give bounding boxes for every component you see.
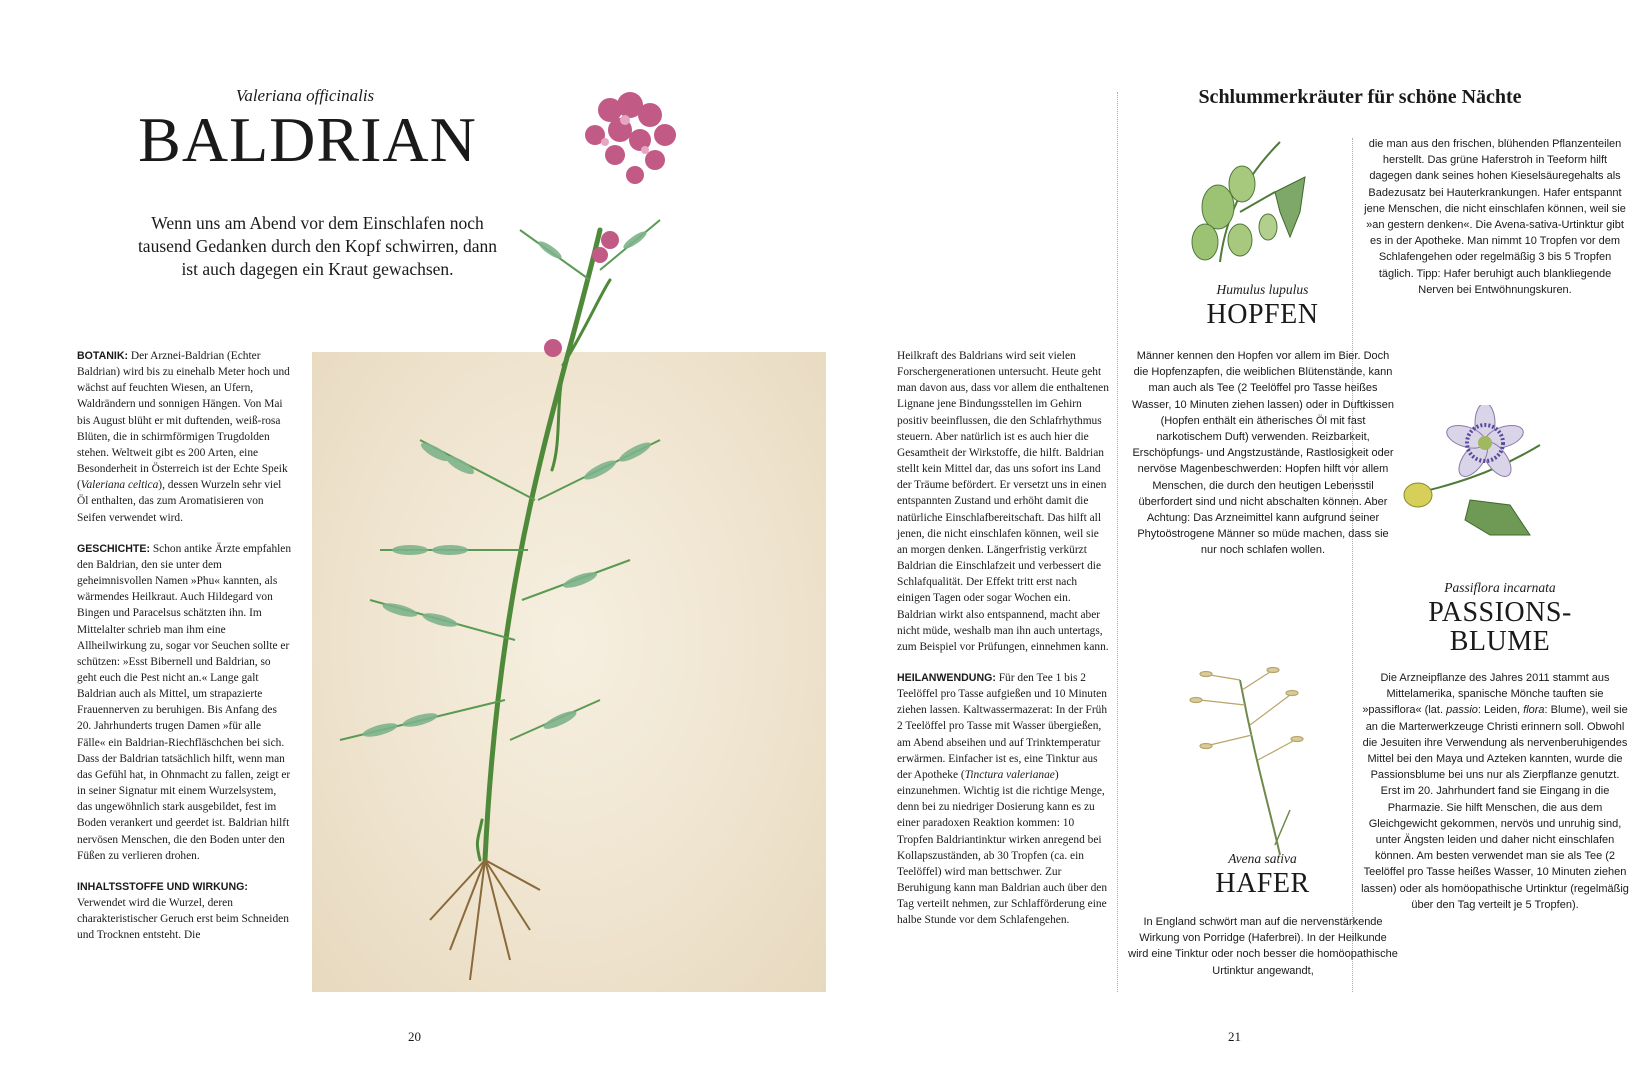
passionsblume-title-line-2: BLUME [1449, 626, 1551, 658]
passionsblume-latin-name: Passiflora incarnata [1444, 580, 1556, 595]
passionsblume-text-c: : Blume), weil sie an die Marterwerkzeuge Christi erinnern soll. Obwohl die Jesuiten ihre Verwendung als nervenberuhigendes Mittel bei den Maya und Azteken kannten, wurde die Passionsblume bei uns nur als Zierpflanze genutzt. Erst im 20. Jahrhundert fand sie Eingang in die Pharmazie. Sie hilft Menschen, die aus dem Gleichgewicht gekommen, nervös und unruhig sind, unter Ängsten leiden und daher nicht einschlafen können. Am besten verwendet man sie als Tee (2 Teelöffel pro Tasse heißes Wasser, 10 Minuten ziehen lassen) oder als homöopathische Urtinktur (regelmäßig über den Tag verteilt je 5 Tropfen). [1361, 704, 1629, 911]
geschichte-label: GESCHICHTE: [77, 542, 150, 555]
hop-illustration-icon [1180, 132, 1330, 267]
column-left [77, 348, 292, 958]
botanik-text-2: ), dessen Wurzeln sehr viel Öl enthalten, das zum Aromatisieren von Seifen verwendet wird. [77, 479, 282, 524]
inhalt-label: INHALTSSTOFFE UND WIRKUNG: [77, 880, 248, 893]
passionsblume-italic-flora: flora [1523, 704, 1545, 717]
botanik-text: Der Arznei-Baldrian (Echter Baldrian) wird bis zu einehalb Meter hoch und wächst auf feuchten Wiesen, an Ufern, Waldrändern und sonnigen Hängen. Von Mai bis August blüht er mit duftenden, weiß-rosa Blüten, die in schirmförmigen Trugdolden stehen. Weltweit gibt es 200 Arten, eine Besonderheit in Österreich ist der Echte Speik ( [77, 350, 290, 492]
hopfen-text: Männer kennen den Hopfen vor allem im Bier. Doch die Hopfenzapfen, die weiblichen Blütenstände, kann man auch als Tee (2 Teelöffel pro Tasse heißes Wasser, 10 Minuten ziehen lassen) oder in Duftkissen (Hopfen enthält ein ätherisches Öl mit fast narkotischem Duft) verwenden. Reizbarkeit, Erschöpfungs- und Angstzustände, Rastlosigkeit oder nervöse Magenbeschwerden: Hopfen hilft vor allem Menschen, die durch den heutigen Lebensstil überfordert sind und nicht abschalten können. Aber Achtung: Das Arzneimittel kann aufgrund seiner Phytoöstrogene Männer so müde machen, dass sie nur noch schlafen wollen. [1132, 350, 1394, 557]
page-number-left: 20 [408, 1029, 421, 1044]
botanik-label: BOTANIK: [77, 350, 128, 362]
botanik-italic: Valeriana celtica [80, 479, 159, 492]
lead-paragraph: Wenn uns am Abend vor dem Einschlafen noch tausend Gedanken durch den Kopf schwirren, dann ist auch dagegen ein Kraut gewachsen. [137, 213, 498, 280]
passionsblume-text [1360, 670, 1630, 913]
hafer-title: HAFER [1215, 868, 1310, 899]
column-middle [897, 348, 1112, 943]
hopfen-title: HOPFEN [1206, 299, 1319, 330]
passionsblume-italic-passio: passio [1446, 704, 1478, 717]
latin-name: Valeriana officinalis [235, 86, 375, 105]
hafer-latin-name: Avena sativa [1228, 851, 1297, 866]
hafer-text: In England schwört man auf die nervenstärkende Wirkung von Porridge (Haferbrei). In der Heilkunde wird eine Tinktur oder noch besser die homöopathische Urtinktur angewandt, [1128, 916, 1398, 977]
passionsblume-title [1380, 598, 1620, 657]
column-divider [1117, 92, 1118, 992]
hafer-text-continued: die man aus den frischen, blühenden Pflanzenteilen herstellt. Das grüne Haferstroh in Teeform hilft dagegen dank seines hohen Kieselsäuregehalts als Badezusatz bei Hauterkrankungen. Hafer entspannt jene Menschen, die nicht einschlafen können, weil sie »an gestern denken«. Die Avena-sativa-Urtinktur gibt es in der Apotheke. Man nimmt 10 Tropfen vor dem Schlafengehen oder regelmäßig 3 bis 5 Tropfen täglich. Tipp: Hafer beruhigt auch blankliegende Nerven bei Entwöhnungskuren. [1364, 138, 1626, 296]
inhalt-text: Verwendet wird die Wurzel, deren charakteristischer Geruch erst beim Schneiden und Trocknen entsteht. Die [77, 897, 289, 942]
passionsblume-title-line-1: PASSIONS- [1428, 597, 1572, 628]
research-paragraph: Heilkraft des Baldrians wird seit vielen Forschergenerationen untersucht. Heute geht man davon aus, dass vor allem die enthaltenen Lignane jene Bindungsstellen im Gehirn positiv beeinflussen, die den Schlafrhythmus steuern. Aber natürlich ist es auch hier die Gesamtheit der Wirkstoffe, die hilft. Baldrian stellt kein Mittel dar, das uns sofort ins Land der Träume befördert. Er versetzt uns in einen entspannten Zustand und erhöht damit die natürliche Einschlafbereitschaft. Das hilft all jenen, die nicht einschlafen können, weil sie an morgen denken. Längerfristig verkürzt Baldrian die Einschlafzeit und verbessert die Schlafqualität. Der Effekt tritt erst nach einigen Tagen oder sogar Wochen ein. Baldrian wirkt also entspannend, macht aber nicht müde, weshalb man ihn auch untertags, zum Beispiel vor Prüfungen, einnehmen kann. [897, 350, 1109, 653]
passionflower-illustration-icon [1390, 405, 1550, 555]
page-title: BALDRIAN [138, 104, 477, 175]
hopfen-latin-name: Humulus lupulus [1216, 282, 1309, 297]
heilanwendung-italic: Tinctura valerianae [964, 768, 1055, 781]
passionsblume-text-b: : Leiden, [1477, 704, 1524, 717]
passionsblume-text-a: Die Arzneipflanze des Jahres 2011 stammt aus Mittelamerika, spanische Mönche tauften sie »passiflora« (lat. [1362, 672, 1610, 717]
page-number-right: 21 [1228, 1029, 1241, 1044]
oat-illustration-icon [1170, 660, 1310, 860]
section-heading: Schlummerkräuter für schöne Nächte [1198, 86, 1522, 108]
valerian-illustration-icon [300, 80, 700, 980]
heilanwendung-label: HEILANWENDUNG: [897, 671, 996, 684]
heilanwendung-text-2: ) einzunehmen. Wichtig ist die richtige Menge, denn bei zu niedriger Dosierung kann es zu einer paradoxen Reaktion kommen: 10 Tropfen Baldriantinktur wirken anregend bei Kollapszuständen, ab 30 Tropfen (ca. ein Teelöffel) wird man bettschwer. Zur Beruhigung kann man Baldrian auch über den Tag verteilt nehmen, zur Schlafförderung eine halbe Stunde vor dem Schlafengehen. [897, 768, 1108, 927]
geschichte-text: Schon antike Ärzte empfahlen den Baldrian, den sie unter dem geheimnisvollen Namen »Phu« kannten, als wärmendes Heilkraut. Auch Hildegard von Bingen und Paracelsus schätzten ihn. Im Mittelalter schrieb man ihm eine Allheilwirkung zu, sogar vor Seuchen sollte er schützen: »Esst Bibernell und Baldrian, so geht euch die Pest nicht an.« Lange galt Baldrian auch als Mittel, um strapazierte Frauennerven zu beruhigen. Bis Anfang des 20. Jahrhunderts trugen Damen »für alle Fälle« ein Baldrian-Riechfläschchen bei sich. Dass der Baldrian tatsächlich hilft, wenn man das Gefühl hat, in Ohnmacht zu fallen, zeigt er in seiner Signatur mit einem Wurzelsystem, das ungewöhnlich stark ausgebildet, fest im Boden verankert und geerdet ist. Baldrian hilft nervösen Menschen, die den Boden unter den Füßen zu verlieren drohen. [77, 542, 292, 862]
heilanwendung-text: Für den Tee 1 bis 2 Teelöffel pro Tasse aufgießen und 10 Minuten ziehen lassen. Kaltwassermazerat: In der Früh 2 Teelöffel pro Tasse mit Wasser übergießen, am Abend abseihen und auf Trinktemperatur erwärmen. Einfacher ist es, eine Tinktur aus der Apotheke ( [897, 671, 1108, 781]
